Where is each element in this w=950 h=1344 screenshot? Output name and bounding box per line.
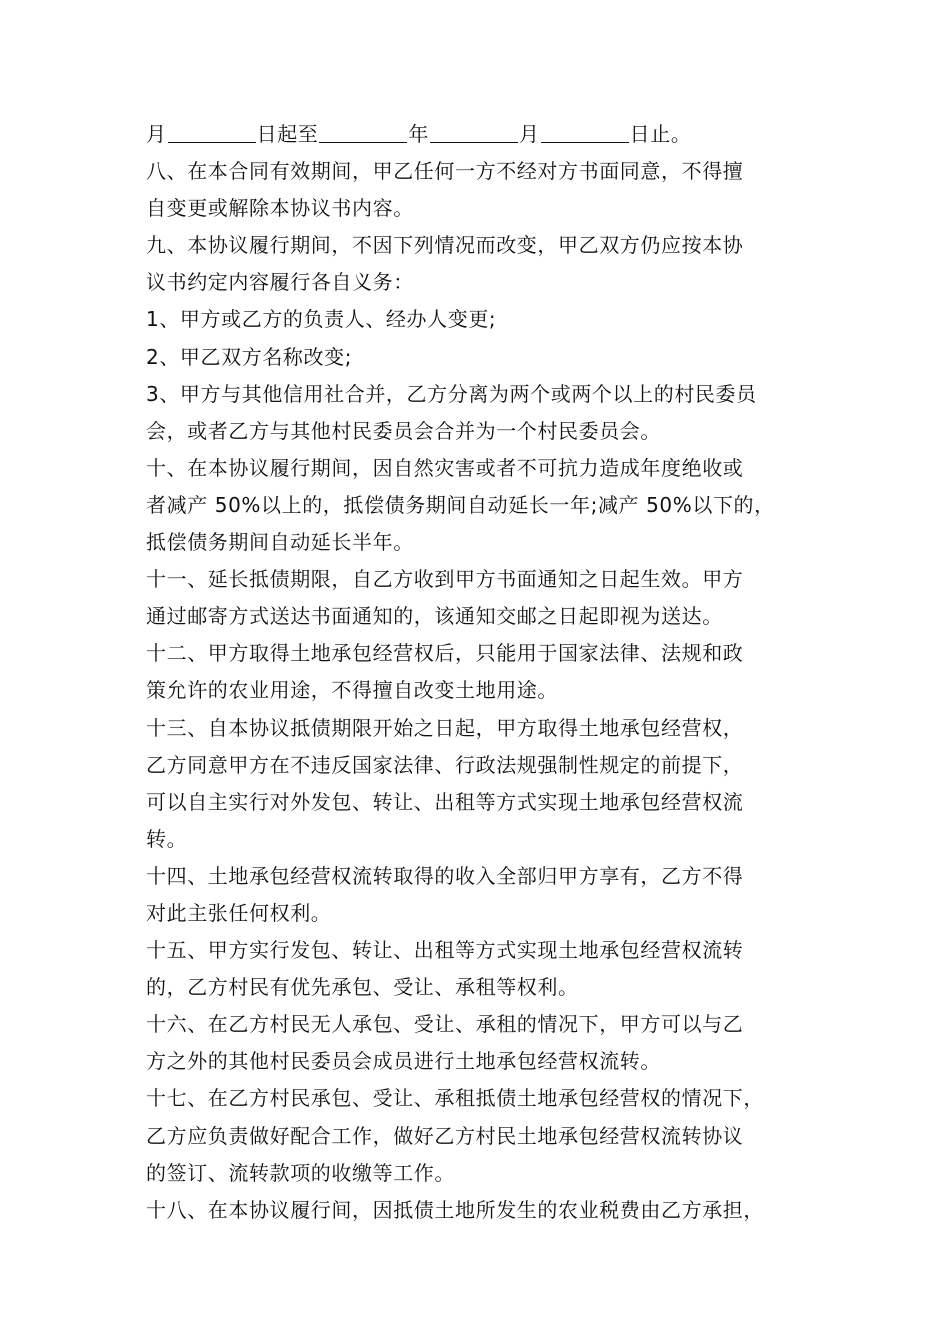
- date-range-line: [146, 116, 836, 153]
- text-line: 九、本协议履行期间，不因下列情况而改变，甲乙双方仍应按本协: [146, 233, 744, 258]
- text-line: 者减产 50%以上的，抵偿债务期间自动延长一年;减产 50%以下的，: [146, 492, 775, 517]
- text-line: 乙方应负责做好配合工作，做好乙方村民土地承包经营权流转协议: [146, 1123, 744, 1148]
- text-line: 议书约定内容履行各自义务：: [146, 270, 414, 295]
- text-line: 十五、甲方实行发包、转让、出租等方式实现土地承包经营权流转: [146, 938, 744, 963]
- text-segment: 月: [519, 122, 540, 146]
- text-line: 十三、自本协议抵债期限开始之日起，甲方取得土地承包经营权，: [146, 715, 744, 740]
- text-line: 的签订、流转款项的收缴等工作。: [146, 1160, 455, 1185]
- text-line: 转。: [146, 826, 188, 851]
- text-line: 对此主张任何权利。: [146, 900, 332, 925]
- text-segment: 日止。: [629, 122, 692, 146]
- text-line: 抵偿债务期间自动延长半年。: [146, 530, 414, 555]
- text-line: 1、甲方或乙方的负责人、经办人变更;: [146, 307, 497, 332]
- document-body: [146, 116, 836, 1229]
- blank-field: [430, 116, 518, 143]
- text-line: 方之外的其他村民委员会成员进行土地承包经营权流转。: [146, 1049, 661, 1074]
- text-line: 策允许的农业用途，不得擅自改变土地用途。: [146, 678, 558, 703]
- text-line: 乙方同意甲方在不违反国家法律、行政法规强制性规定的前提下，: [146, 752, 744, 777]
- text-segment: 月: [146, 122, 167, 146]
- text-line: 可以自主实行对外发包、转让、出租等方式实现土地承包经营权流: [146, 789, 744, 814]
- text-line: 十一、延长抵债期限，自乙方收到甲方书面通知之日起生效。甲方: [146, 567, 744, 592]
- blank-field: [168, 116, 256, 143]
- text-line: 十二、甲方取得土地承包经营权后，只能用于国家法律、法规和政: [146, 641, 744, 666]
- text-line: 自变更或解除本协议书内容。: [146, 196, 414, 221]
- text-line: 十七、在乙方村民承包、受让、承租抵债土地承包经营权的情况下，: [146, 1086, 764, 1111]
- text-line: 十六、在乙方村民无人承包、受让、承租的情况下，甲方可以与乙: [146, 1012, 744, 1037]
- text-line: 2、甲乙双方名称改变;: [146, 344, 353, 369]
- text-line: 十四、土地承包经营权流转取得的收入全部归甲方享有，乙方不得: [146, 863, 744, 888]
- blank-field: [319, 116, 407, 143]
- text-line: 通过邮寄方式送达书面通知的，该通知交邮之日起即视为送达。: [146, 604, 723, 629]
- blank-field: [541, 116, 629, 143]
- text-line: 3、甲方与其他信用社合并，乙方分离为两个或两个以上的村民委员: [146, 381, 757, 406]
- text-line: 八、在本合同有效期间，甲乙任何一方不经对方书面同意，不得擅: [146, 159, 744, 184]
- text-segment: 年: [408, 122, 430, 146]
- text-line: 的，乙方村民有优先承包、受让、承租等权利。: [146, 975, 579, 1000]
- text-line: 十八、在本协议履行间，因抵债土地所发生的农业税费由乙方承担，: [146, 1197, 764, 1222]
- text-segment: 日起至: [256, 122, 319, 146]
- text-line: 十、在本协议履行期间，因自然灾害或者不可抗力造成年度绝收或: [146, 455, 744, 480]
- text-line: 会，或者乙方与其他村民委员会合并为一个村民委员会。: [146, 418, 661, 443]
